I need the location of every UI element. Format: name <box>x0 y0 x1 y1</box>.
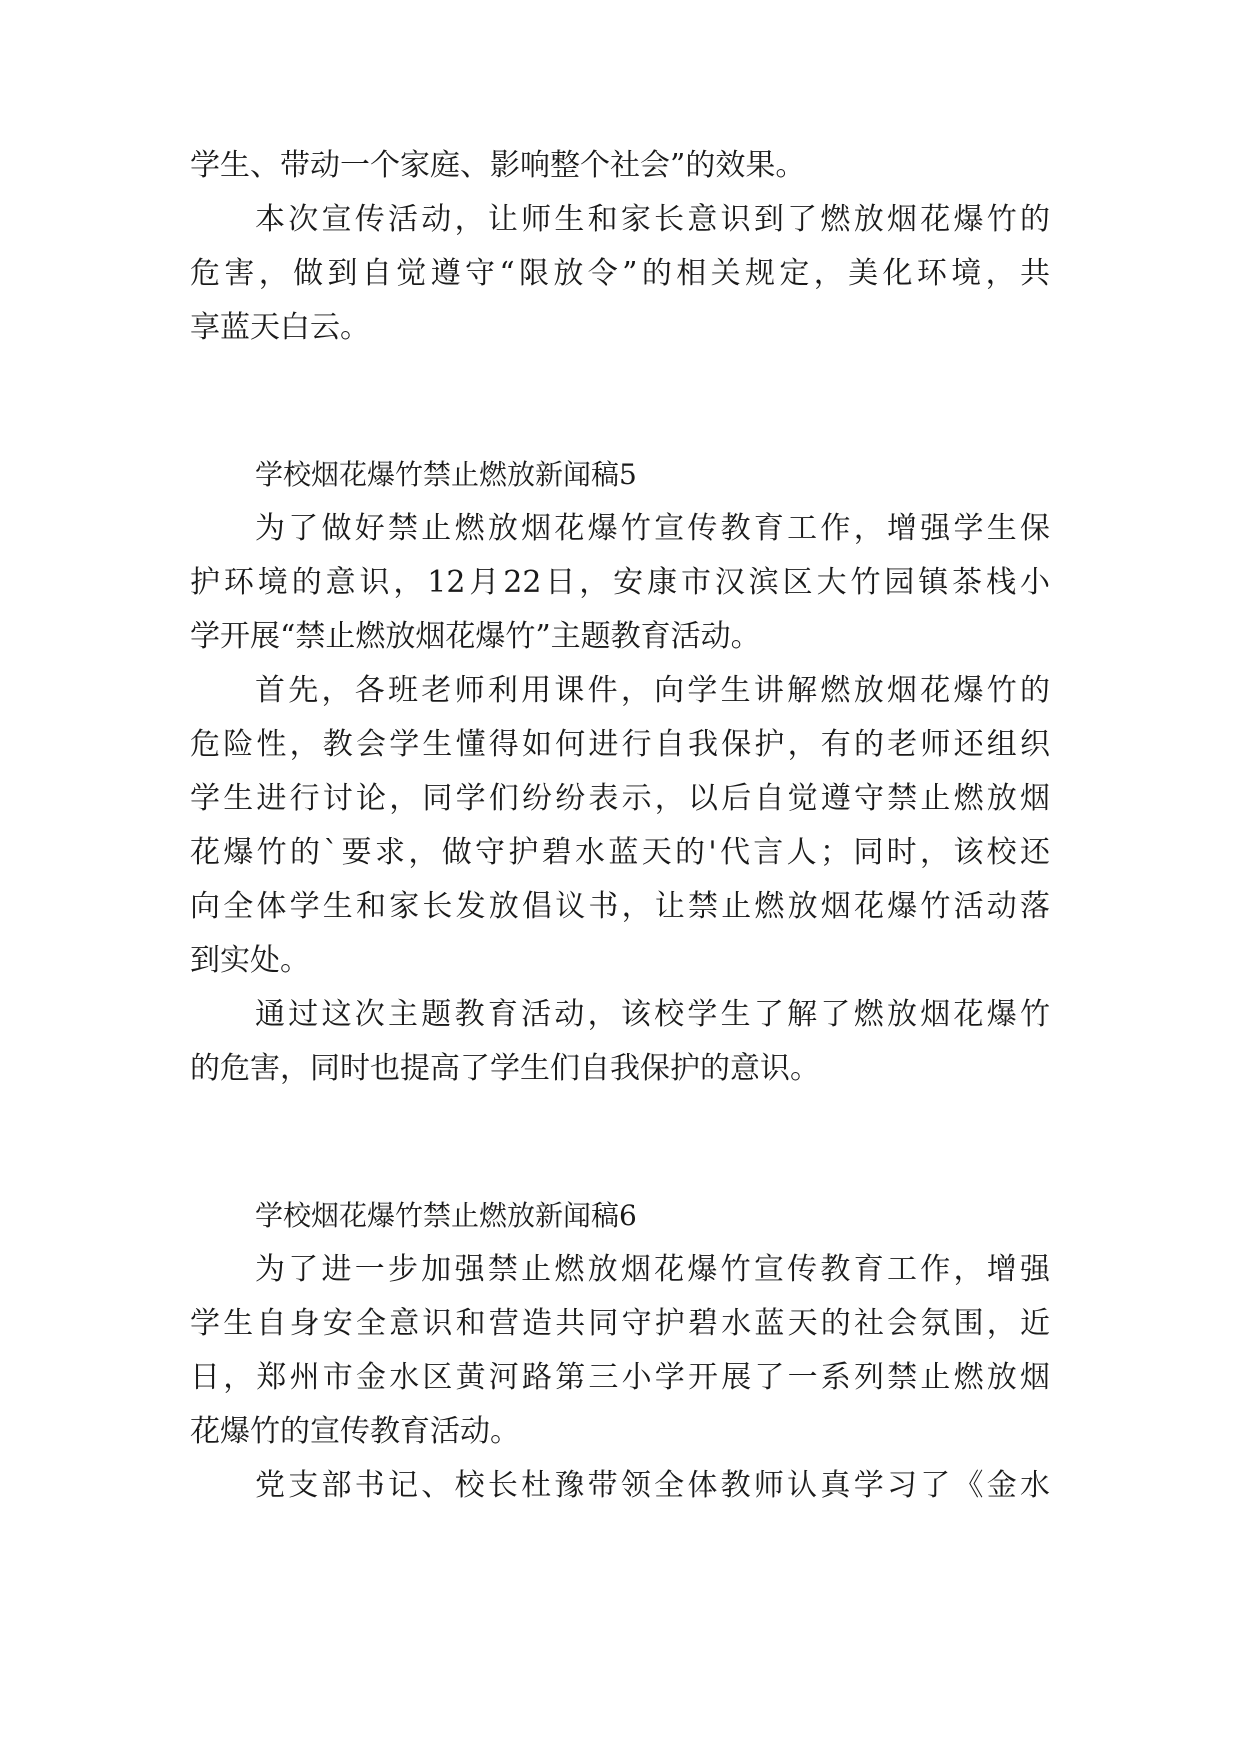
paragraph-line: 危害，做到自觉遵守“限放令”的相关规定，美化环境，共 <box>190 256 1050 291</box>
paragraph-line: 为了进一步加强禁止燃放烟花爆竹宣传教育工作，增强 <box>255 1252 1050 1287</box>
paragraph-line: 日，郑州市金水区黄河路第三小学开展了一系列禁止燃放烟 <box>190 1360 1050 1395</box>
paragraph-line: 学生、带动一个家庭、影响整个社会”的效果。 <box>190 148 806 183</box>
paragraph-line: 到实处。 <box>190 943 310 978</box>
paragraph-line: 花爆竹的宣传教育活动。 <box>190 1414 520 1449</box>
paragraph-line: 党支部书记、校长杜豫带领全体教师认真学习了《金水 <box>255 1468 1050 1503</box>
paragraph-line: 的危害，同时也提高了学生们自我保护的意识。 <box>190 1051 820 1086</box>
paragraph-line: 享蓝天白云。 <box>190 310 370 345</box>
paragraph-line: 危险性，教会学生懂得如何进行自我保护，有的老师还组织 <box>190 727 1050 762</box>
paragraph-line: 学开展“禁止燃放烟花爆竹”主题教育活动。 <box>190 619 761 654</box>
paragraph-line: 为了做好禁止燃放烟花爆竹宣传教育工作，增强学生保 <box>255 511 1050 546</box>
paragraph-line: 花爆竹的`要求，做守护碧水蓝天的'代言人；同时，该校还 <box>190 835 1050 870</box>
paragraph-line: 首先，各班老师利用课件，向学生讲解燃放烟花爆竹的 <box>255 673 1050 708</box>
paragraph-line: 向全体学生和家长发放倡议书，让禁止燃放烟花爆竹活动落 <box>190 889 1050 924</box>
paragraph-line: 学生进行讨论，同学们纷纷表示，以后自觉遵守禁止燃放烟 <box>190 781 1050 816</box>
paragraph-line: 通过这次主题教育活动，该校学生了解了燃放烟花爆竹 <box>255 997 1050 1032</box>
section-heading: 学校烟花爆竹禁止燃放新闻稿6 <box>255 1199 637 1232</box>
paragraph-line: 本次宣传活动，让师生和家长意识到了燃放烟花爆竹的 <box>255 202 1050 237</box>
paragraph-line: 学生自身安全意识和营造共同守护碧水蓝天的社会氛围，近 <box>190 1306 1050 1341</box>
section-heading: 学校烟花爆竹禁止燃放新闻稿5 <box>255 458 637 491</box>
paragraph-line: 护环境的意识，12月22日，安康市汉滨区大竹园镇茶栈小 <box>190 565 1050 600</box>
